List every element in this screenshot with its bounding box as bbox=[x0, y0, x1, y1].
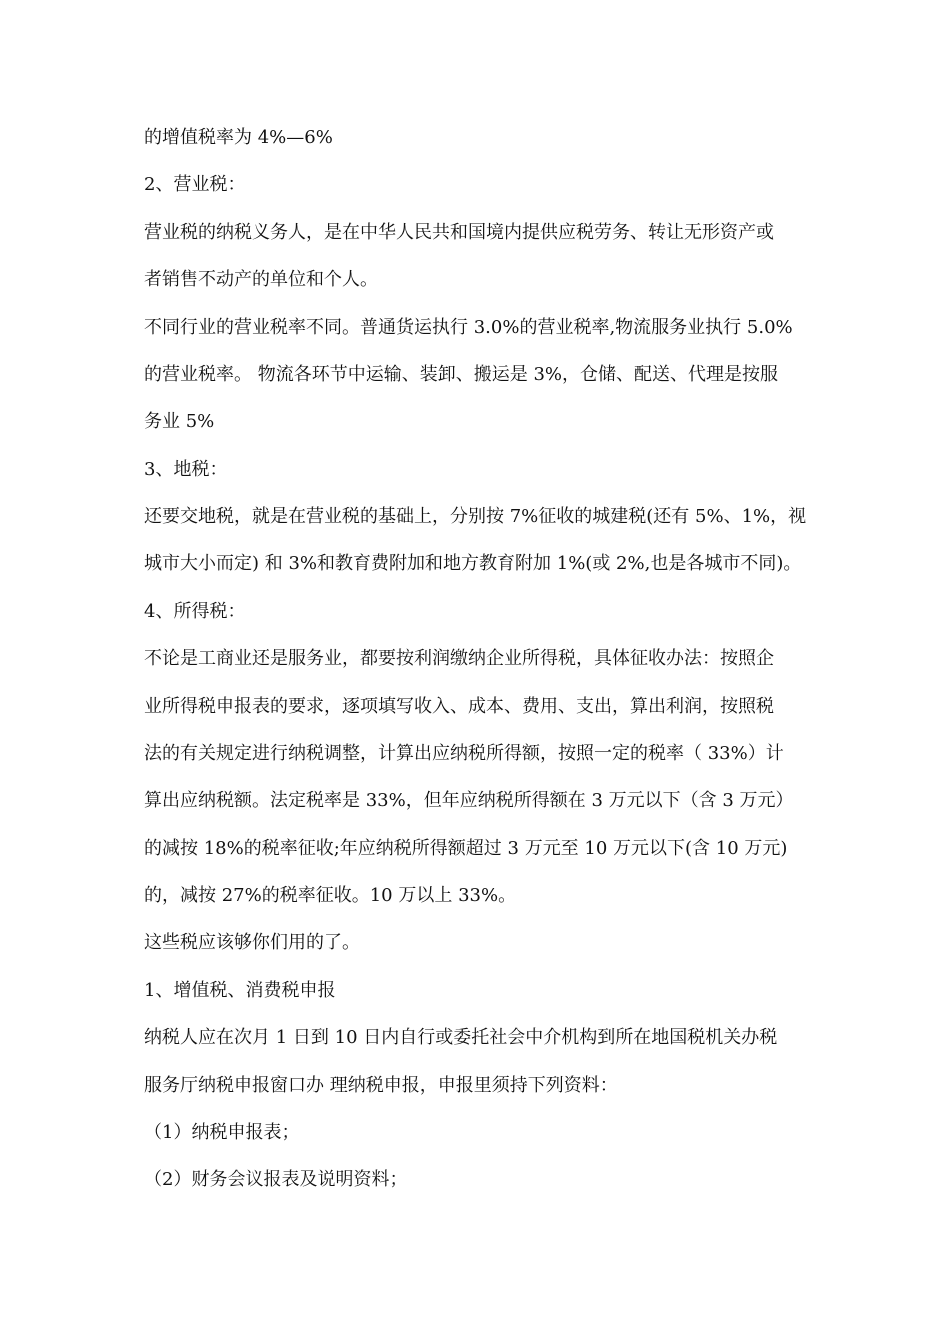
text-line: 营业税的纳税义务人，是在中华人民共和国境内提供应税劳务、转让无形资产或 bbox=[144, 222, 774, 243]
text-line: 务业 5% bbox=[144, 411, 215, 432]
text-line: 算出应纳税额。法定税率是 33%，但年应纳税所得额在 3 万元以下（含 3 万元） bbox=[144, 790, 794, 811]
section-heading: 2、营业税： bbox=[144, 174, 246, 195]
section-heading: 3、地税： bbox=[144, 459, 228, 480]
text-line: 不同行业的营业税率不同。普通货运执行 3.0%的营业税率,物流服务业执行 5.0% bbox=[144, 317, 793, 338]
list-item: （2）财务会议报表及说明资料； bbox=[144, 1169, 408, 1190]
text-line: 城市大小而定) 和 3%和教育费附加和地方教育附加 1%(或 2%,也是各城市不同)。 bbox=[144, 553, 802, 574]
list-item: （1）纳税申报表； bbox=[144, 1122, 300, 1143]
text-line: 不论是工商业还是服务业，都要按利润缴纳企业所得税，具体征收办法：按照企 bbox=[144, 648, 774, 669]
text-line: 者销售不动产的单位和个人。 bbox=[144, 269, 378, 290]
section-heading: 1、增值税、消费税申报 bbox=[144, 980, 336, 1001]
text-line: 服务厅纳税申报窗口办 理纳税申报，申报里须持下列资料： bbox=[144, 1075, 618, 1096]
text-line: 这些税应该够你们用的了。 bbox=[144, 932, 360, 953]
text-line: 纳税人应在次月 1 日到 10 日内自行或委托社会中介机构到所在地国税机关办税 bbox=[144, 1027, 778, 1048]
text-line: 的减按 18%的税率征收;年应纳税所得额超过 3 万元至 10 万元以下(含 10 万元) bbox=[144, 838, 788, 859]
text-line: 还要交地税，就是在营业税的基础上，分别按 7%征收的城建税(还有 5%、1%，视 bbox=[144, 506, 807, 527]
section-heading: 4、所得税： bbox=[144, 601, 246, 622]
text-line: 的，减按 27%的税率征收。10 万以上 33%。 bbox=[144, 885, 517, 906]
text-line: 的营业税率。 物流各环节中运输、装卸、搬运是 3%，仓储、配送、代理是按服 bbox=[144, 364, 778, 385]
text-line: 法的有关规定进行纳税调整，计算出应纳税所得额，按照一定的税率（ 33%）计 bbox=[144, 743, 784, 764]
text-line: 业所得税申报表的要求，逐项填写收入、成本、费用、支出，算出利润，按照税 bbox=[144, 696, 774, 717]
text-line: 的增值税率为 4%—6% bbox=[144, 127, 333, 148]
